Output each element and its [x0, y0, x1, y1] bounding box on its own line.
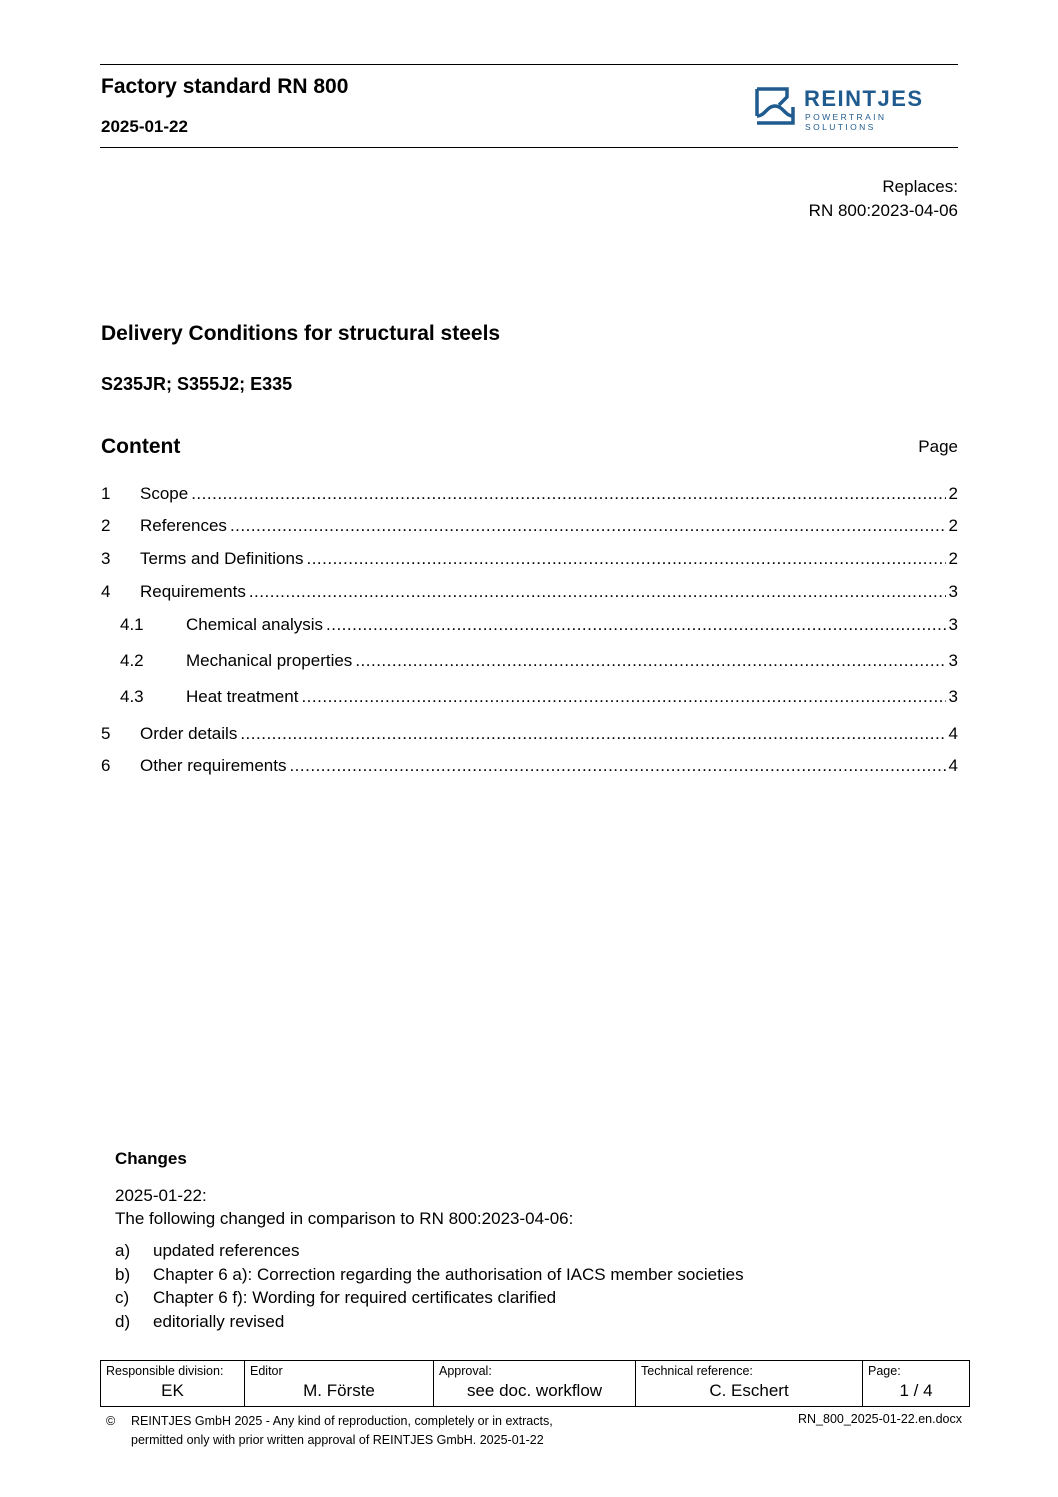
- toc-entry-number: 4.1: [120, 615, 144, 634]
- toc-entry-label: Terms and Definitions: [140, 549, 304, 568]
- toc-entry-label: Other requirements: [140, 756, 287, 775]
- change-item-letter: c): [115, 1288, 130, 1307]
- change-item-text: Chapter 6 a): Correction regarding the authorisation of IACS member societies: [153, 1265, 744, 1284]
- footer-cell-label: Editor: [250, 1364, 283, 1378]
- logo-brand: REINTJES: [804, 86, 924, 111]
- toc-entry-label: Mechanical properties: [186, 651, 353, 670]
- toc-entry-number: 1: [101, 484, 111, 503]
- document-filename: RN_800_2025-01-22.en.docx: [797, 1412, 962, 1426]
- toc-entry-number: 3: [101, 549, 111, 568]
- toc-entry-label: Requirements: [140, 582, 246, 601]
- change-item-text: editorially revised: [153, 1312, 285, 1331]
- toc-heading: Content: [101, 435, 181, 458]
- footer-cell-label: Page:: [868, 1364, 901, 1378]
- toc-entry-number: 4.2: [120, 651, 144, 670]
- toc-entry-label: Order details: [140, 724, 238, 743]
- footer-cell-responsible-division: [101, 1361, 245, 1407]
- reintjes-logo-icon: [755, 86, 795, 126]
- logo-tagline: POWERTRAIN SOLUTIONS: [805, 112, 887, 132]
- changes-intro: The following changed in comparison to RN 800:2023-04-06:: [115, 1209, 574, 1228]
- toc-entry-page: 3: [948, 687, 958, 706]
- change-item-letter: a): [115, 1241, 131, 1260]
- footer-cell-value: EK: [161, 1381, 184, 1400]
- header-top-rule: [100, 64, 958, 65]
- reintjes-logo: [755, 86, 960, 132]
- toc-subentry[interactable]: [120, 687, 958, 711]
- header-title: Factory standard RN 800: [101, 75, 349, 98]
- toc-entry-number: 4: [101, 582, 111, 601]
- toc-entry-page: 3: [948, 582, 958, 601]
- toc-entry-page: 3: [948, 615, 958, 634]
- changes-intro-block: [115, 1184, 573, 1230]
- changes-date: 2025-01-22:: [115, 1186, 207, 1205]
- footer-cell-value: C. Eschert: [709, 1381, 789, 1400]
- toc-entry-number: 4.3: [120, 687, 144, 706]
- footer-cell-label: Approval:: [439, 1364, 492, 1378]
- toc-leader-dots: [289, 756, 945, 776]
- toc-entry[interactable]: [101, 582, 958, 606]
- footer-cell-page: [863, 1361, 970, 1407]
- toc-page-heading: Page: [918, 437, 958, 456]
- document-subtitle: S235JR; S355J2; E335: [101, 374, 293, 394]
- footer-cell-technical-reference: [636, 1361, 863, 1407]
- toc-leader-dots: [326, 615, 946, 635]
- document-title: Delivery Conditions for structural steels: [101, 322, 501, 345]
- change-item: [115, 1241, 300, 1261]
- replaces-value: RN 800:2023-04-06: [808, 201, 958, 220]
- change-item: [115, 1288, 556, 1308]
- toc-entry[interactable]: [101, 756, 958, 780]
- toc-leader-dots: [191, 484, 945, 504]
- footer-row: [101, 1361, 970, 1407]
- toc-subentry[interactable]: [120, 615, 958, 639]
- toc-entry-label: Scope: [140, 484, 189, 503]
- toc-entry-page: 2: [948, 549, 958, 568]
- footer-cell-approval: [434, 1361, 636, 1407]
- toc-entry-label: Heat treatment: [186, 687, 299, 706]
- toc-leader-dots: [249, 582, 946, 602]
- toc-entry-label: References: [140, 516, 227, 535]
- footer-cell-value: M. Förste: [303, 1381, 375, 1400]
- toc-entry-page: 4: [948, 756, 958, 775]
- change-item-letter: b): [115, 1265, 131, 1284]
- toc-entry-page: 2: [948, 484, 958, 503]
- toc-leader-dots: [240, 724, 945, 744]
- change-item-text: updated references: [153, 1241, 300, 1260]
- toc-entry-page: 4: [948, 724, 958, 743]
- copyright-symbol: ©: [106, 1414, 116, 1428]
- change-item-letter: d): [115, 1312, 131, 1331]
- toc-entry[interactable]: [101, 516, 958, 540]
- header-bottom-rule: [100, 147, 958, 148]
- change-item: [115, 1312, 284, 1332]
- footer-cell-value: see doc. workflow: [466, 1381, 603, 1400]
- footer-cell-label: Responsible division:: [106, 1364, 224, 1378]
- footer-cell-editor: [245, 1361, 434, 1407]
- toc-entry-number: 6: [101, 756, 111, 775]
- footer-table: [100, 1360, 970, 1407]
- toc-entry-number: 2: [101, 516, 111, 535]
- toc-leader-dots: [230, 516, 946, 536]
- copyright-line-1: REINTJES GmbH 2025 - Any kind of reproduction, completely or in extracts,: [131, 1414, 553, 1428]
- toc-leader-dots: [301, 687, 945, 707]
- footer-cell-label: Technical reference:: [641, 1364, 753, 1378]
- toc-entry[interactable]: [101, 724, 958, 748]
- replaces-block: [809, 175, 958, 223]
- change-item-text: Chapter 6 f): Wording for required certificates clarified: [153, 1288, 557, 1307]
- toc-leader-dots: [306, 549, 945, 569]
- toc-entry-page: 2: [948, 516, 958, 535]
- toc-entry-number: 5: [101, 724, 111, 743]
- copyright-notice: [106, 1412, 553, 1450]
- toc-subentry[interactable]: [120, 651, 958, 675]
- toc-entry[interactable]: [101, 484, 958, 508]
- toc-leader-dots: [355, 651, 945, 671]
- footer-cell-value: 1 / 4: [899, 1381, 933, 1400]
- change-item: [115, 1265, 744, 1285]
- toc-entry-page: 3: [948, 651, 958, 670]
- toc-entry[interactable]: [101, 549, 958, 573]
- replaces-label: Replaces:: [882, 177, 958, 196]
- changes-heading: Changes: [115, 1149, 187, 1168]
- toc-entry-label: Chemical analysis: [186, 615, 323, 634]
- copyright-line-2: permitted only with prior written approval of REINTJES GmbH. 2025-01-22: [131, 1433, 544, 1447]
- header-date: 2025-01-22: [101, 117, 188, 136]
